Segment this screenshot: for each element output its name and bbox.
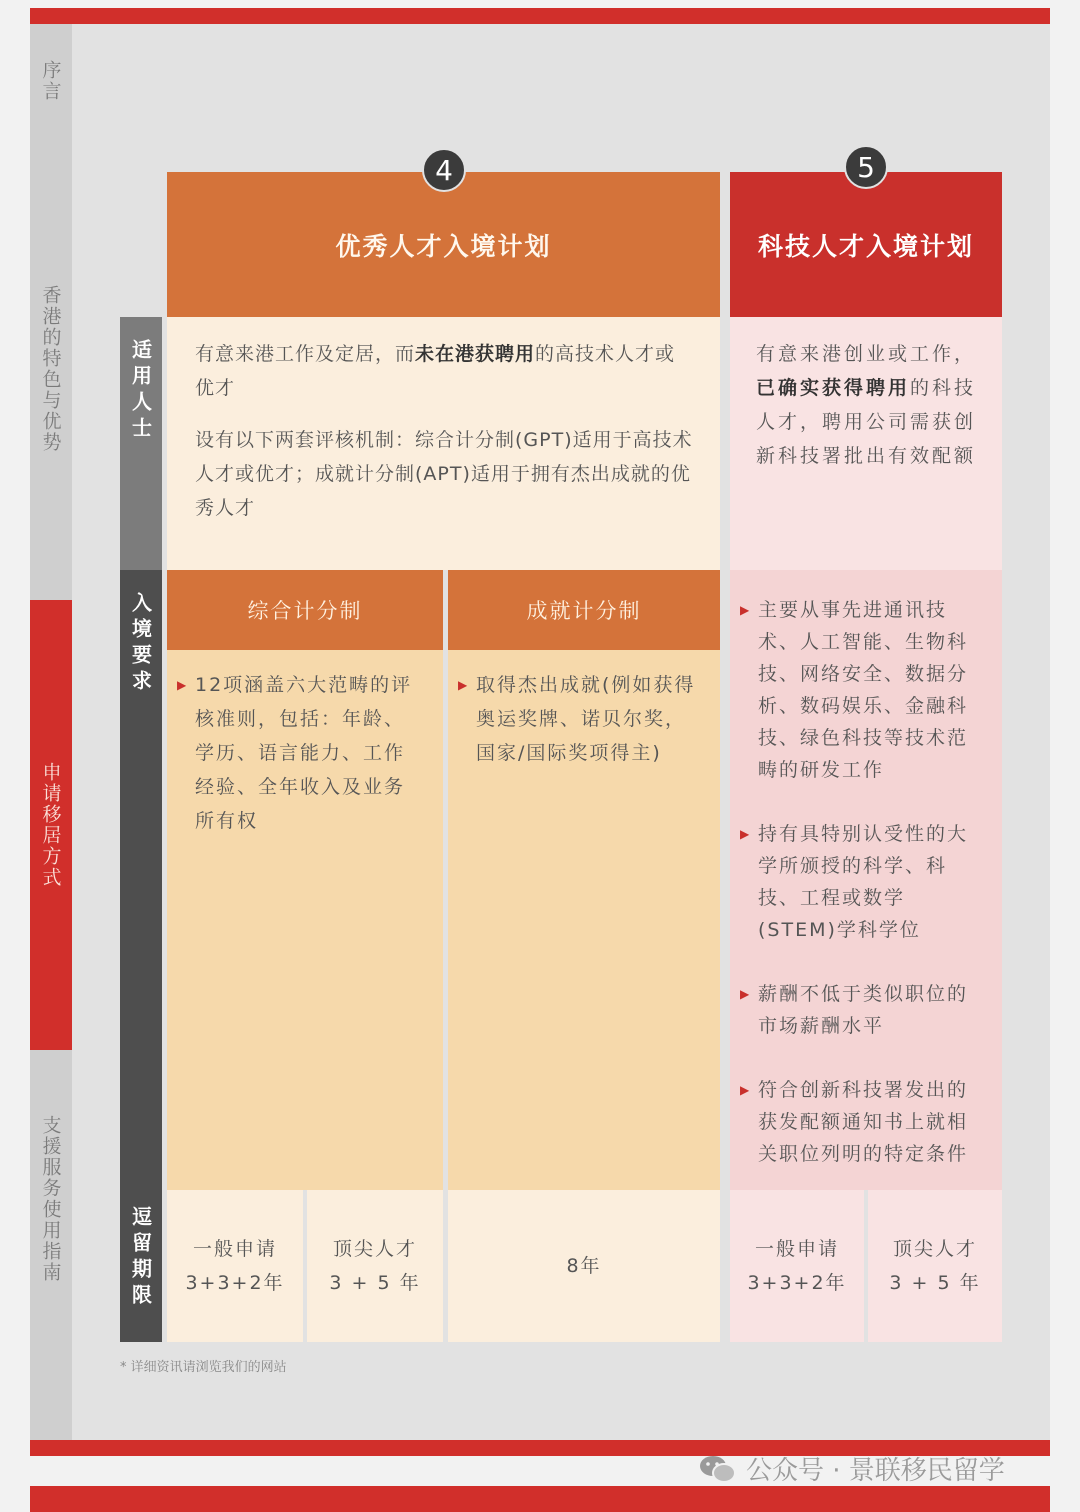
quality-applicable-para2: 设有以下两套评核机制：综合计分制(GPT)适用于高技术人才或优才；成就计分制(APT)适用于拥有杰出成就的优秀人才 [195, 429, 693, 519]
stay-value: 3+3+2年 [747, 1272, 847, 1294]
scheme-5-number-badge [844, 145, 888, 189]
scheme-4-number-badge [422, 148, 466, 192]
scheme-4-header [167, 172, 720, 317]
wechat-icon [698, 1453, 738, 1485]
stay-label: 一般申请 [754, 1238, 839, 1260]
row-label-applicable [120, 317, 162, 570]
quality-applicable-para1 [195, 337, 694, 405]
watermark [698, 1450, 1005, 1487]
text-span: 有意来港工作及定居，而 [195, 343, 416, 365]
row-label-text: 逗留期限 [128, 1206, 153, 1310]
stay-label: 顶尖人才 [332, 1238, 417, 1260]
tech-stay-top [868, 1190, 1002, 1342]
nav-item-features[interactable] [30, 285, 72, 515]
stay-value: 3 + 5 年 [889, 1272, 981, 1294]
bold-text: 未在港获聘用 [415, 343, 536, 365]
scheme-5-title: 科技人才入境计划 [757, 231, 974, 261]
stay-value: 3+3+2年 [185, 1272, 285, 1294]
nav-item-apply[interactable] [30, 600, 72, 1050]
nav-item-support[interactable] [30, 1115, 72, 1345]
row-label-requirements [120, 570, 162, 1190]
nav-item-preface[interactable] [30, 60, 72, 170]
tech-requirement-item: ▶ 薪酬不低于类似职位的市场薪酬水平 [740, 978, 980, 1042]
nav-label: 申请移居方式 [39, 762, 62, 888]
gpt-requirements-cell [167, 650, 443, 1190]
tech-applicable-cell [730, 317, 1002, 570]
tech-stay-general [730, 1190, 864, 1342]
apt-requirements-cell [448, 650, 720, 1190]
nav-label: 香港的特色与优势 [39, 285, 62, 453]
gpt-subheader [167, 570, 443, 650]
quality-stay-top [307, 1190, 443, 1342]
top-red-bar [30, 8, 1050, 24]
text-span: 的科技人才，聘用公司需获创新科技署批出有效配额 [756, 377, 977, 467]
nav-label: 序言 [39, 60, 62, 102]
row-label-text: 适用人士 [128, 339, 153, 443]
tech-applicable-para [756, 337, 980, 473]
tech-requirements-cell [730, 570, 1002, 1190]
tech-requirement-item: ▶ 持有具特别认受性的大学所颁授的科学、科技、工程或数学(STEM)学科学位 [740, 818, 980, 946]
apt-subheader [448, 570, 720, 650]
apt-title: 成就计分制 [526, 599, 642, 623]
scheme-5-header [730, 172, 1002, 317]
scheme-4-title: 优秀人才入境计划 [335, 231, 552, 261]
gpt-title: 综合计分制 [247, 599, 363, 623]
nav-label: 支援服务使用指南 [39, 1115, 62, 1283]
stay-value: 3 + 5 年 [329, 1272, 421, 1294]
badge-number: 5 [857, 150, 875, 184]
stay-value: 8年 [566, 1255, 602, 1277]
text-span: 的高技术人才或优才 [195, 343, 676, 399]
row-label-text: 入境要求 [128, 592, 153, 696]
gpt-requirement-item: ▶ 12项涵盖六大范畴的评核准则，包括：年龄、学历、语言能力、工作经验、全年收入及业务所有权 [177, 668, 421, 838]
watermark-text: 公众号 · 景联移民留学 [746, 1456, 1005, 1486]
row-label-stay [120, 1190, 162, 1342]
next-page-red-bar [30, 1486, 1050, 1512]
stay-label: 顶尖人才 [892, 1238, 977, 1260]
apt-requirement-item: ▶ 取得杰出成就(例如获得奥运奖牌、诺贝尔奖，国家/国际奖项得主) [458, 668, 700, 770]
stay-label: 一般申请 [192, 1238, 277, 1260]
bold-text: 已确实获得聘用 [756, 377, 911, 399]
quality-applicable-cell [167, 317, 720, 570]
text-span: 有意来港创业或工作， [756, 343, 977, 365]
apt-stay [448, 1190, 720, 1342]
tech-requirement-item: ▶ 主要从事先进通讯技术、人工智能、生物科技、网络安全、数据分析、数码娱乐、金融科技、绿色科技等技术范畴的研发工作 [740, 594, 980, 786]
quality-stay-general [167, 1190, 303, 1342]
footnote: * 详细资讯请浏览我们的网站 [120, 1360, 287, 1375]
badge-number: 4 [435, 153, 453, 187]
tech-requirement-item: ▶ 符合创新科技署发出的获发配额通知书上就相关职位列明的特定条件 [740, 1074, 980, 1170]
